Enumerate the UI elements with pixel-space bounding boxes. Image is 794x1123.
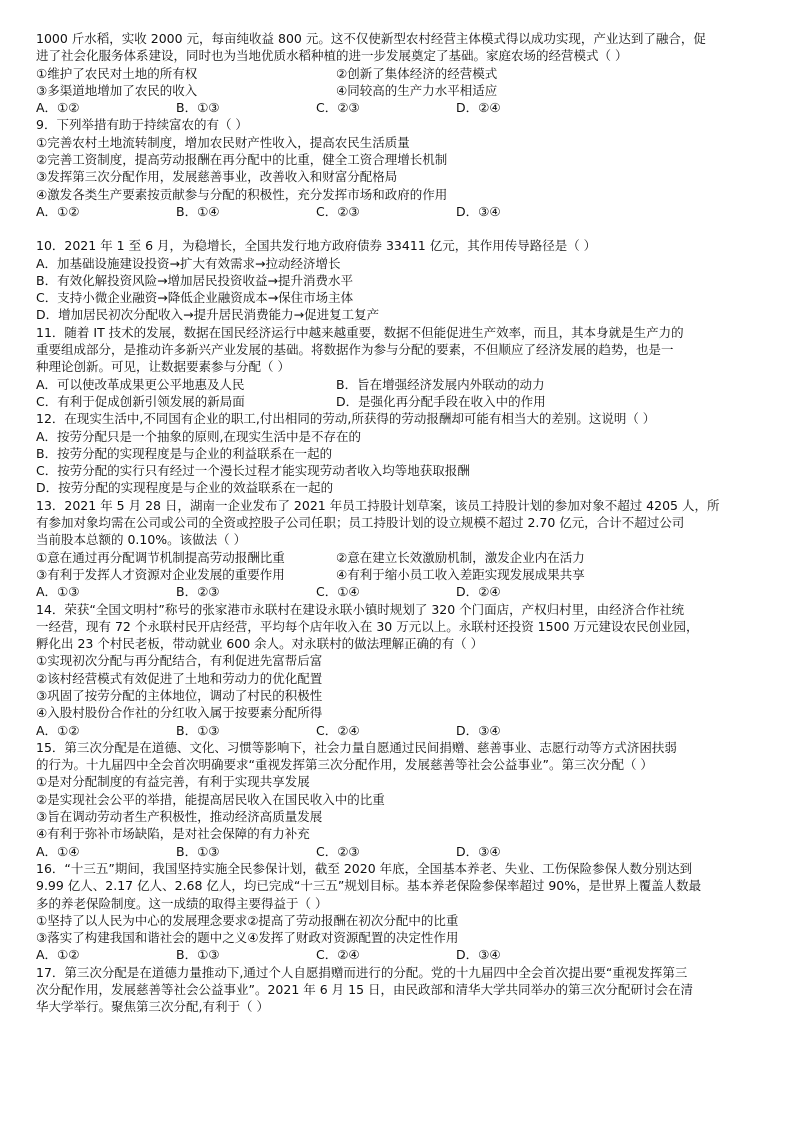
statement-option: ④有利于弥补市场缺陷，是对社会保障的有力补充 xyxy=(36,826,310,842)
statement-option: ④入股村股份合作社的分红收入属于按要素分配所得 xyxy=(36,705,323,721)
question-15 xyxy=(36,739,766,860)
answer-choices xyxy=(36,722,766,739)
answer-choice: B．①③ xyxy=(176,100,220,116)
statement-option: ①完善农村土地流转制度，增加农民财产性收入，提高农民生活质量 xyxy=(36,134,410,150)
answer-choice: C．②③ xyxy=(316,843,360,859)
answer-choice: B．①③ xyxy=(176,722,220,738)
answer-choice: C．②③ xyxy=(316,203,360,219)
question-stem-line: 多的养老保险制度。这一成绩的取得主要得益于（ ） xyxy=(36,895,328,911)
answer-choice: D．②④ xyxy=(456,584,501,600)
statement-option: ②是实现社会公平的举措，能提高居民收入在国民收入中的比重 xyxy=(36,791,385,807)
answer-choices xyxy=(36,583,766,600)
question-12 xyxy=(36,410,766,496)
blank-gap xyxy=(36,220,766,237)
answer-choice: C．①④ xyxy=(316,584,360,600)
answer-choice: A．加基础设施建设投资→扩大有效需求→拉动经济增长 xyxy=(36,255,341,271)
statement-option: ③旨在调动劳动者生产积极性，推动经济高质量发展 xyxy=(36,809,323,825)
question-stem-line: 11．随着 IT 技术的发展，数据在国民经济运行中越来越重要，数据不但能促进生产效率，而且，其本身就是生产力的 xyxy=(36,324,684,340)
question-10 xyxy=(36,237,766,323)
answer-choice: D．②④ xyxy=(456,100,501,116)
answer-choice: B．①④ xyxy=(176,203,220,219)
question-stem-line: 次分配作用，发展慈善等社会公益事业”。2021 年 6 月 15 日，由民政部和清华大学共同举办的第三次分配研讨会在清 xyxy=(36,982,694,998)
answer-choice: D．③④ xyxy=(456,947,501,963)
question-stem-line: 重要组成部分，是推动许多新兴产业发展的基础。将数据作为参与分配的要素，不但顺应了经济发展的趋势，也是一 xyxy=(36,342,674,358)
question-stem-line: 的行为。十九届四中全会首次明确要求“重视发挥第三次分配作用，发展慈善等社会公益事业”。第三次分配（ ） xyxy=(36,757,653,773)
answer-choice: A．①② xyxy=(36,203,80,219)
answer-choice: B．有效化解投资风险→增加居民投资收益→提升消费水平 xyxy=(36,272,354,288)
question-stem-line: 9.99 亿人、2.17 亿人、2.68 亿人，均已完成“十三五”规划目标。基本养老保险参保率超过 90%，是世界上覆盖人数最 xyxy=(36,878,702,894)
answer-choice: D．③④ xyxy=(456,722,501,738)
question-stem-line: 华大学举行。聚焦第三次分配,有利于（ ） xyxy=(36,999,269,1015)
question-11 xyxy=(36,324,766,410)
answer-choices xyxy=(36,99,766,116)
answer-choice: A．①② xyxy=(36,722,80,738)
statement-options xyxy=(36,65,766,100)
question-stem-line: 一经营，现有 72 个永联村民开店经营，平均每个店年收入在 30 万元以上。永联村还投资 1500 万元建设农民创业园， xyxy=(36,618,699,634)
exam-page xyxy=(36,30,766,1016)
question-stem-line: 13．2021 年 5 月 28 日，湖南一企业发布了 2021 年员工持股计划草案，该员工持股计划的参加对象不超过 4205 人，所 xyxy=(36,497,720,513)
answer-choice: A．可以使改革成果更公平地惠及人民 xyxy=(36,376,245,392)
answer-choice: B．按劳分配的实现程度是与企业的利益联系在一起的 xyxy=(36,445,333,461)
answer-choice: D．③④ xyxy=(456,203,501,219)
statement-option: ②完善工资制度，提高劳动报酬在再分配中的比重，健全工资合理增长机制 xyxy=(36,152,448,168)
statement-option: ①维护了农民对土地的所有权 xyxy=(36,65,198,81)
question-14 xyxy=(36,601,766,739)
statement-option: ①是对分配制度的有益完善，有利于实现共享发展 xyxy=(36,774,310,790)
answer-choice: C．支持小微企业融资→降低企业融资成本→保住市场主体 xyxy=(36,290,354,306)
question-8 xyxy=(36,30,766,116)
question-stem-line: 9．下列举措有助于持续富农的有（ ） xyxy=(36,117,248,133)
statement-option: ③落实了构建我国和谐社会的题中之义④发挥了财政对资源配置的决定性作用 xyxy=(36,930,459,946)
statement-option: ①意在通过再分配调节机制提高劳动报酬比重 xyxy=(36,549,285,565)
answer-choices xyxy=(36,946,766,963)
statement-option: ②创新了集体经济的经营模式 xyxy=(336,65,498,81)
answer-choice: B．②③ xyxy=(176,584,220,600)
question-stem-line: 1000 斤水稻，实收 2000 元，每亩纯收益 800 元。这不仅使新型农村经营主体模式得以成功实现，产业达到了融合，促 xyxy=(36,31,706,46)
answer-choice: A．①③ xyxy=(36,584,80,600)
statement-option: ③多渠道地增加了农民的收入 xyxy=(36,82,198,98)
statement-option: ①实现初次分配与再分配结合，有利促进先富帮后富 xyxy=(36,653,323,669)
statement-options xyxy=(36,549,766,584)
answer-choice: C．②④ xyxy=(316,722,360,738)
answer-choices xyxy=(36,376,766,411)
statement-option: ④同较高的生产力水平相适应 xyxy=(336,82,498,98)
answer-choice: B．①③ xyxy=(176,947,220,963)
question-stem-line: 15．第三次分配是在道德、文化、习惯等影响下，社会力量自愿通过民间捐赠、慈善事业、志愿行动等方式济困扶弱 xyxy=(36,739,677,755)
answer-choice: C．按劳分配的实行只有经过一个漫长过程才能实现劳动者收入均等地获取报酬 xyxy=(36,463,470,479)
answer-choice: C．有利于促成创新引领发展的新局面 xyxy=(36,393,245,409)
statement-option: ③有利于发挥人才资源对企业发展的重要作用 xyxy=(36,566,285,582)
answer-choice: D．增加居民初次分配收入→提升居民消费能力→促进复工复产 xyxy=(36,307,380,323)
answer-choice: D．③④ xyxy=(456,843,501,859)
answer-choice: D．是强化再分配手段在收入中的作用 xyxy=(336,393,546,409)
answer-choice: A．按劳分配只是一个抽象的原则,在现实生活中是不存在的 xyxy=(36,428,362,444)
statement-option: ②意在建立长效激励机制，激发企业内在活力 xyxy=(336,549,585,565)
statement-option: ③发挥第三次分配作用，发展慈善事业，改善收入和财富分配格局 xyxy=(36,169,398,185)
question-stem-line: 17．第三次分配是在道德力量推动下,通过个人自愿捐赠而进行的分配。党的十九届四中全会首次提出要“重视发挥第三 xyxy=(36,964,688,980)
question-9 xyxy=(36,116,766,220)
answer-choice: C．②④ xyxy=(316,947,360,963)
question-stem-line: 有参加对象均需在公司或公司的全资或控股子公司任职；员工持股计划的设立规模不超过 2.70 亿元，合计不超过公司 xyxy=(36,515,685,531)
question-17 xyxy=(36,964,766,1016)
statement-option: ③巩固了按劳分配的主体地位，调动了村民的积极性 xyxy=(36,687,323,703)
question-stem-line: 14．荣获“全国文明村”称号的张家港市永联村在建设永联小镇时规划了 320 个门面店，产权归村里，由经济合作社统 xyxy=(36,601,685,617)
answer-choice: D．按劳分配的实现程度是与企业的效益联系在一起的 xyxy=(36,480,334,496)
answer-choices xyxy=(36,203,766,220)
answer-choice: A．①② xyxy=(36,947,80,963)
statement-option: ④有利于缩小员工收入差距实现发展成果共享 xyxy=(336,566,585,582)
question-16 xyxy=(36,860,766,964)
answer-choice: B．旨在增强经济发展内外联动的动力 xyxy=(336,376,545,392)
question-stem-line: 孵化出 23 个村民老板，带动就业 600 余人。对永联村的做法理解正确的有（ ） xyxy=(36,636,484,652)
question-stem-line: 16．“十三五”期间，我国坚持实施全民参保计划，截至 2020 年底，全国基本养老、失业、工伤保险参保人数分别达到 xyxy=(36,860,693,876)
question-13 xyxy=(36,497,766,601)
answer-choices xyxy=(36,843,766,860)
statement-option: ①坚持了以人民为中心的发展理念要求②提高了劳动报酬在初次分配中的比重 xyxy=(36,912,459,928)
answer-choice: A．①② xyxy=(36,100,80,116)
question-stem-line: 当前股本总额的 0.10%。该做法（ ） xyxy=(36,532,247,548)
question-stem-line: 10．2021 年 1 至 6 月，为稳增长，全国共发行地方政府债券 33411 亿元，其作用传导路径是（ ） xyxy=(36,238,597,254)
answer-choice: A．①④ xyxy=(36,843,80,859)
statement-option: ④激发各类生产要素按贡献参与分配的积极性，充分发挥市场和政府的作用 xyxy=(36,186,448,202)
question-stem-line: 12．在现实生活中,不同国有企业的职工,付出相同的劳动,所获得的劳动报酬却可能有相当大的差别。这说明（ ） xyxy=(36,411,656,427)
question-stem-line: 进了社会化服务体系建设，同时也为当地优质水稻种植的进一步发展奠定了基础。家庭农场的经营模式（ ） xyxy=(36,48,628,64)
answer-choice: C．②③ xyxy=(316,100,360,116)
question-stem-line: 种理论创新。可见，让数据要素参与分配（ ） xyxy=(36,359,290,375)
statement-option: ②该村经营模式有效促进了土地和劳动力的优化配置 xyxy=(36,670,323,686)
answer-choice: B．①③ xyxy=(176,843,220,859)
